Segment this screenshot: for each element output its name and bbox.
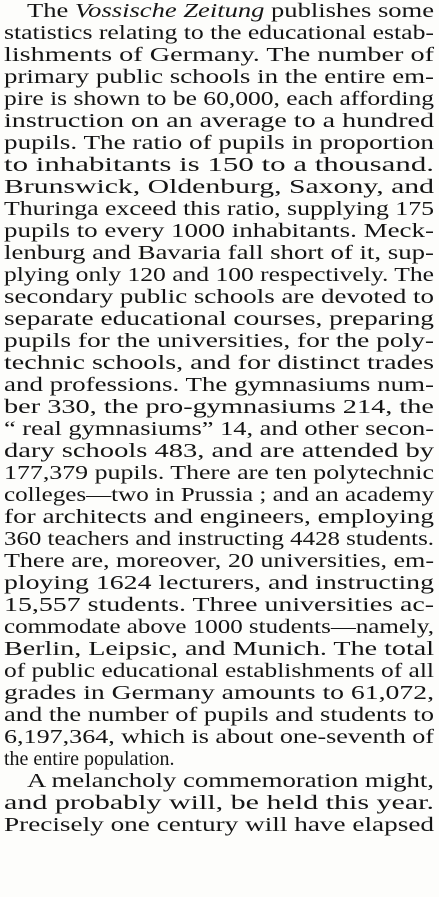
- article-line-text: The Vossische Zeitung publishes some: [27, 0, 434, 22]
- article-line: [0, 198, 439, 220]
- article-line-text: pupils. The ratio of pupils in proportion: [4, 132, 434, 154]
- article-line-text: instruction on an average to a hundred: [4, 110, 435, 132]
- article-line: [0, 462, 439, 484]
- article-line: [0, 682, 439, 704]
- article-line-text: 360 teachers and instructing 4428 students.: [4, 528, 435, 550]
- article-line: [0, 418, 439, 440]
- article-line: [0, 396, 439, 418]
- article-line: [0, 550, 439, 572]
- article-line: [0, 154, 439, 176]
- article-line: [0, 374, 439, 396]
- article-line-text: and professions. The gymnasiums num-: [4, 374, 435, 396]
- article-line-text: There are, moreover, 20 universities, em-: [4, 550, 435, 572]
- newspaper-name: Vossische Zeitung: [74, 0, 265, 22]
- article-line: [0, 572, 439, 594]
- article-line: [0, 594, 439, 616]
- article-line: [0, 44, 439, 66]
- article-line: [0, 0, 439, 22]
- article-line-text: pupils for the universities, for the poly-: [4, 330, 435, 352]
- article-line-text: ber 330, the pro-gymnasiums 214, the: [4, 396, 434, 418]
- article-line: [0, 176, 439, 198]
- article-line-text: for architects and engineers, employing: [4, 506, 435, 528]
- article-line-text: separate educational courses, preparing: [4, 308, 434, 330]
- article-line: [0, 484, 439, 506]
- article-line-text: grades in Germany amounts to 61,072,: [4, 682, 435, 704]
- article-line-text: 6,197,364, which is about one-seventh of: [4, 726, 434, 748]
- article-line-text: commodate above 1000 students—namely,: [4, 616, 434, 638]
- article-line: [0, 792, 439, 814]
- article-line: [0, 264, 439, 286]
- article-line-text: ploying 1624 lecturers, and instructing: [4, 572, 434, 594]
- article-line: [0, 616, 439, 638]
- article-line: [0, 352, 439, 374]
- article-line-text: pire is shown to be 60,000, each affording: [4, 88, 435, 110]
- article-line-text: Thuringa exceed this ratio, supplying 175: [4, 198, 435, 220]
- article-line-text: Precisely one century will have elapsed: [4, 814, 435, 836]
- article-line: [0, 132, 439, 154]
- article-line: [0, 814, 439, 836]
- article-line-text: plying only 120 and 100 respectively. The: [4, 264, 434, 286]
- article-line-text: and the number of pupils and students to: [4, 704, 435, 726]
- article-line: [0, 440, 439, 462]
- article-line: [0, 770, 439, 792]
- article-line-text: colleges—two in Prussia ; and an academy: [4, 484, 434, 506]
- article-line: [0, 308, 439, 330]
- article-line-text: technic schools, and for distinct trades: [4, 352, 434, 374]
- article-line-text: “ real gymnasiums” 14, and other secon-: [4, 418, 435, 440]
- article-line: [0, 726, 439, 748]
- article-line-text: secondary public schools are devoted to: [4, 286, 434, 308]
- article-line: [0, 66, 439, 88]
- article-line: [0, 704, 439, 726]
- article-line-text: statistics relating to the educational estab-: [4, 22, 434, 44]
- article-line-text: to inhabitants is 150 to a thousand.: [4, 154, 434, 176]
- article-line-text: of public educational establishments of all: [4, 660, 434, 682]
- article-line-text: lishments of Germany. The number of: [4, 44, 434, 66]
- article-line: [0, 506, 439, 528]
- article-line: [0, 660, 439, 682]
- article-line-text: 15,557 students. Three universities ac-: [4, 594, 435, 616]
- article-line: [0, 330, 439, 352]
- article-line: [0, 22, 439, 44]
- article-line: [0, 242, 439, 264]
- article-line-text: and probably will, be held this year.: [4, 792, 435, 814]
- article-line-text: 177,379 pupils. There are ten polytechnic: [4, 462, 434, 484]
- article-line-text: dary schools 483, and are attended by: [4, 440, 434, 462]
- article-line: [0, 286, 439, 308]
- article-line: [0, 88, 439, 110]
- article-line: [0, 748, 439, 770]
- article-line: [0, 638, 439, 660]
- article-line-text: Berlin, Leipsic, and Munich. The total: [4, 638, 435, 660]
- article-line-text: the entire population.: [4, 748, 175, 770]
- article-line: [0, 528, 439, 550]
- article-line-text: A melancholy commemoration might,: [27, 770, 435, 792]
- article-line: [0, 220, 439, 242]
- article-line-text: primary public schools in the entire em-: [4, 66, 435, 88]
- article-line-text: lenburg and Bavaria fall short of it, sup-: [4, 242, 434, 264]
- article-line-text: pupils to every 1000 inhabitants. Meck-: [4, 220, 435, 242]
- article-line-text: Brunswick, Oldenburg, Saxony, and: [4, 176, 434, 198]
- article-line: [0, 110, 439, 132]
